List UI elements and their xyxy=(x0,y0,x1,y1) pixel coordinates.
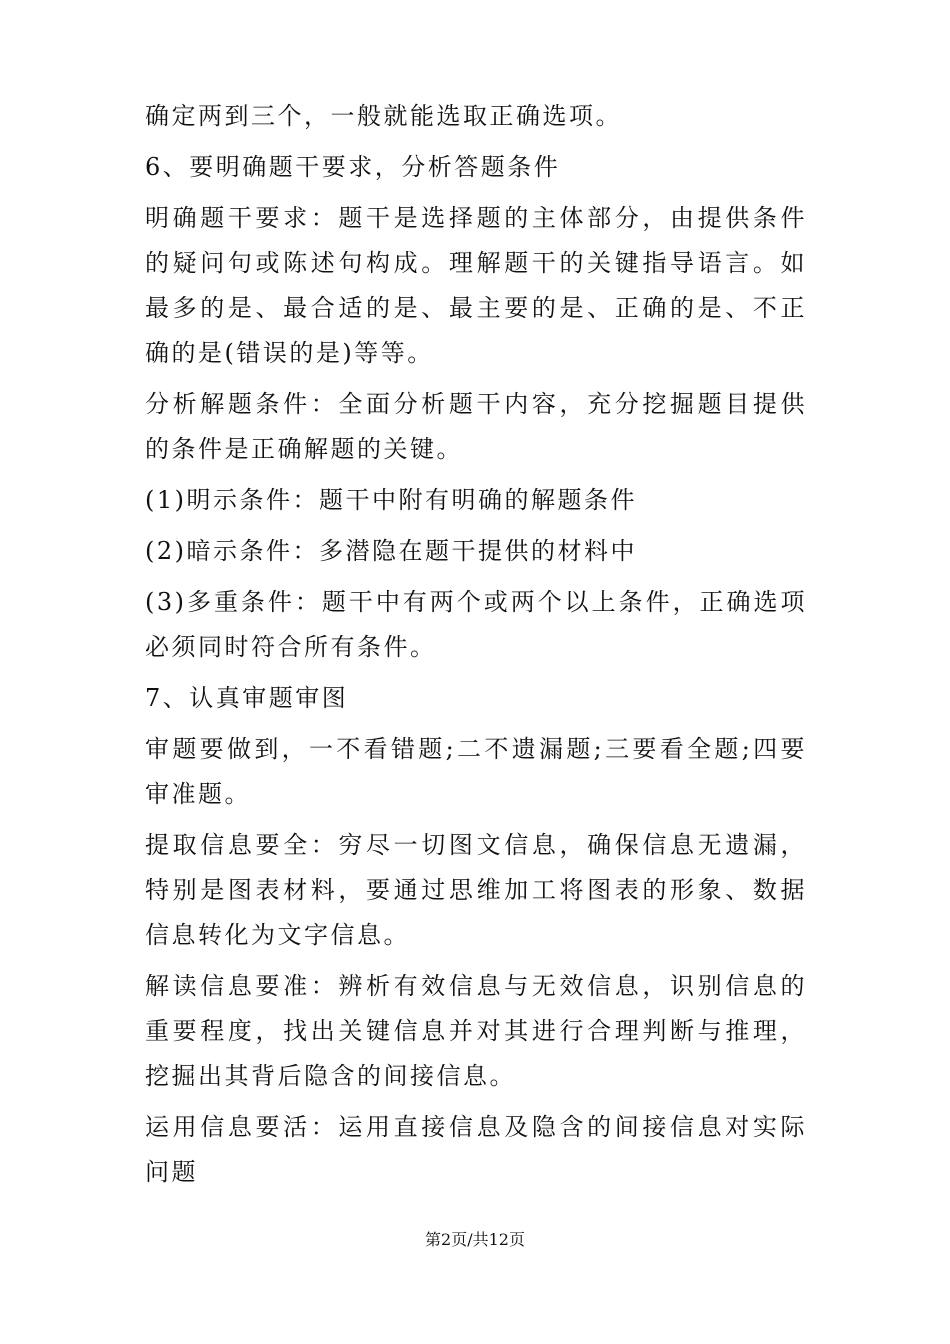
paragraph: 审题要做到，一不看错题;二不遗漏题;三要看全题;四要审准题。 xyxy=(145,735,807,808)
paragraph: 解读信息要准：辨析有效信息与无效信息，识别信息的重要程度，找出关键信息并对其进行合理判断与推理，挖掘出其背后隐含的间接信息。 xyxy=(145,972,807,1090)
list-item: (1)明示条件：题干中附有明确的解题条件 xyxy=(145,486,637,514)
paragraph: 运用信息要活：运用直接信息及隐含的间接信息对实际问题 xyxy=(145,1113,807,1186)
list-item: (2)暗示条件：多潜隐在题干提供的材料中 xyxy=(145,537,637,565)
page-content xyxy=(145,94,807,1201)
section-heading: 6、要明确题干要求，分析答题条件 xyxy=(145,153,561,181)
paragraph: 分析解题条件：全面分析题干内容，充分挖掘题目提供的条件是正确解题的关键。 xyxy=(145,390,807,463)
page-number: 第2页/共12页 xyxy=(425,1230,525,1249)
paragraph: 明确题干要求：题干是选择题的主体部分，由提供条件的疑问句或陈述句构成。理解题干的关键指导语言。如最多的是、最合适的是、最主要的是、正确的是、不正确的是(错误的是)等等。 xyxy=(145,204,807,367)
paragraph: 确定两到三个，一般就能选取正确选项。 xyxy=(145,102,622,130)
section-heading: 7、认真审题审图 xyxy=(145,684,349,712)
list-item: (3)多重条件：题干中有两个或两个以上条件，正确选项必须同时符合所有条件。 xyxy=(145,588,807,661)
paragraph: 提取信息要全：穷尽一切图文信息，确保信息无遗漏，特别是图表材料，要通过思维加工将图表的形象、数据信息转化为文字信息。 xyxy=(145,831,807,949)
